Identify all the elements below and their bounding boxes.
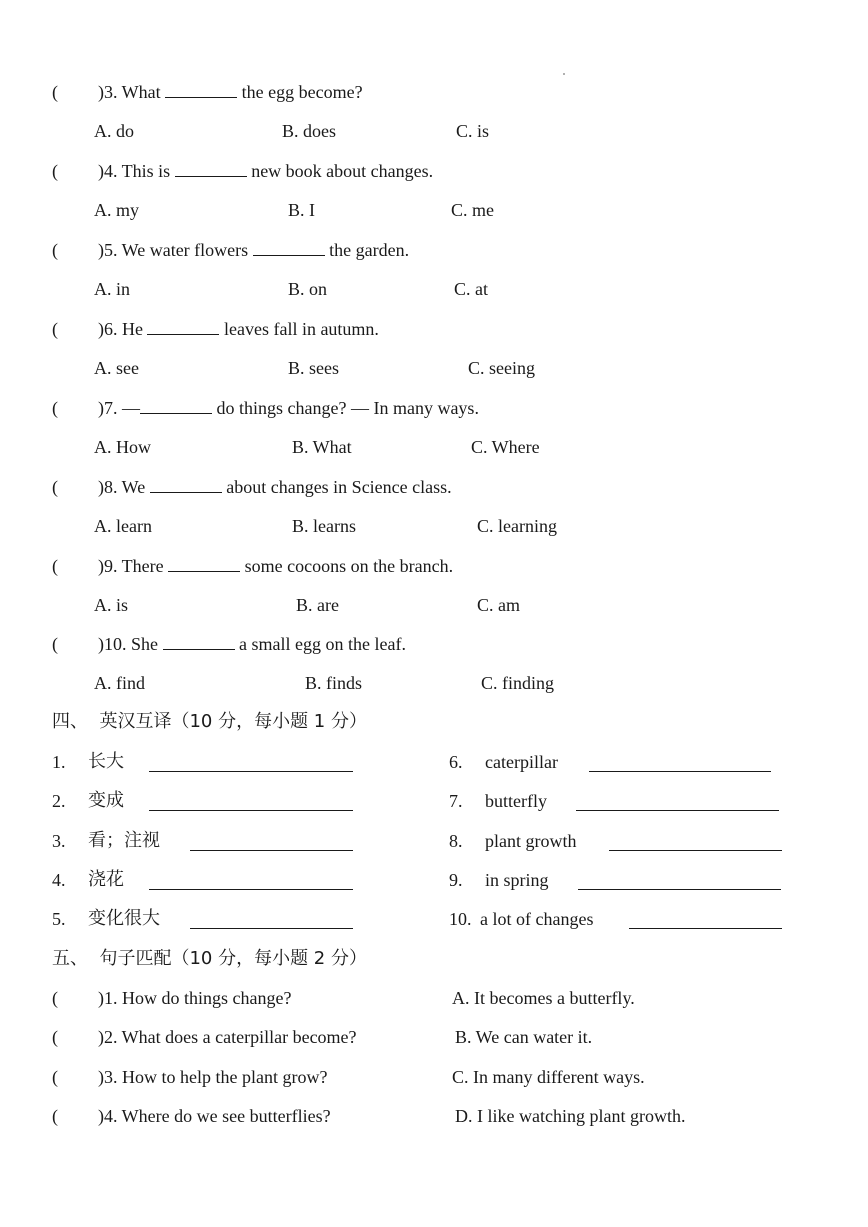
answer-paren[interactable]: ( — [52, 398, 58, 418]
fill-blank[interactable] — [253, 239, 325, 256]
answer-paren[interactable]: ( — [52, 556, 58, 576]
english-term: plant growth — [485, 831, 577, 851]
item-number: 5. — [52, 909, 66, 929]
item-number: 2. — [52, 791, 66, 811]
option-b: B. sees — [288, 358, 339, 378]
question-8: )8. We about changes in Science class. — [98, 477, 452, 497]
match-question: )2. What does a caterpillar become? — [98, 1027, 357, 1047]
chinese-term: 变成 — [88, 790, 124, 811]
answer-line[interactable] — [190, 850, 353, 851]
answer-line[interactable] — [609, 850, 782, 851]
fill-blank[interactable] — [175, 160, 247, 177]
item-number: 1. — [52, 752, 66, 772]
section-heading: 五、 句子匹配（10 分，每小题 2 分） — [52, 948, 367, 969]
option-c: C. learning — [477, 516, 557, 536]
answer-paren[interactable]: ( — [52, 634, 58, 654]
option-c: C. seeing — [468, 358, 535, 378]
match-answer: D. I like watching plant growth. — [455, 1106, 686, 1126]
question-7: )7. — do things change? — In many ways. — [98, 398, 479, 418]
answer-line[interactable] — [576, 810, 779, 811]
option-a: A. do — [94, 121, 134, 141]
chinese-term: 变化很大 — [88, 908, 160, 929]
match-question: )4. Where do we see butterflies? — [98, 1106, 331, 1126]
option-c: C. finding — [481, 673, 555, 693]
chinese-term: 浇花 — [88, 869, 124, 890]
question-5: )5. We water flowers the garden. — [98, 240, 410, 260]
section-heading: 四、 英汉互译（10 分，每小题 1 分） — [52, 711, 367, 732]
english-term: butterfly — [485, 791, 547, 811]
option-c: C. at — [454, 279, 488, 299]
option-c: C. am — [477, 595, 520, 615]
option-a: A. find — [94, 673, 145, 693]
answer-paren[interactable]: ( — [52, 1067, 58, 1087]
match-question: )3. How to help the plant grow? — [98, 1067, 328, 1087]
english-term: caterpillar — [485, 752, 558, 772]
question-9: )9. There some cocoons on the branch. — [98, 556, 454, 576]
item-number: 9. — [449, 870, 463, 890]
fill-blank[interactable] — [140, 397, 212, 414]
english-term: in spring — [485, 870, 549, 890]
option-a: A. is — [94, 595, 129, 615]
option-b: B. finds — [305, 673, 363, 693]
scan-speck — [563, 73, 565, 75]
item-number: 8. — [449, 831, 463, 851]
option-a: A. How — [94, 437, 151, 457]
option-a: A. my — [94, 200, 139, 220]
chinese-term: 长大 — [88, 751, 124, 772]
option-c: C. me — [451, 200, 494, 220]
item-number: 6. — [449, 752, 463, 772]
answer-paren[interactable]: ( — [52, 1027, 58, 1047]
match-answer: A. It becomes a butterfly. — [452, 988, 635, 1008]
question-4: )4. This is new book about changes. — [98, 161, 434, 181]
fill-blank[interactable] — [165, 81, 237, 98]
fill-blank[interactable] — [147, 318, 219, 335]
answer-line[interactable] — [149, 889, 353, 890]
answer-paren[interactable]: ( — [52, 240, 58, 260]
match-question: )1. How do things change? — [98, 988, 292, 1008]
answer-paren[interactable]: ( — [52, 82, 58, 102]
question-10: )10. She a small egg on the leaf. — [98, 634, 406, 654]
match-answer: B. We can water it. — [455, 1027, 593, 1047]
option-b: B. are — [296, 595, 339, 615]
answer-line[interactable] — [589, 771, 771, 772]
option-c: C. Where — [471, 437, 540, 457]
option-a: A. see — [94, 358, 139, 378]
answer-paren[interactable]: ( — [52, 319, 58, 339]
question-3: )3. What the egg become? — [98, 82, 363, 102]
answer-line[interactable] — [149, 810, 353, 811]
fill-blank[interactable] — [168, 555, 240, 572]
option-b: B. I — [288, 200, 315, 220]
fill-blank[interactable] — [150, 476, 222, 493]
answer-line[interactable] — [190, 928, 353, 929]
option-c: C. is — [456, 121, 490, 141]
option-b: B. What — [292, 437, 352, 457]
question-6: )6. He leaves fall in autumn. — [98, 319, 379, 339]
chinese-term: 看；注视 — [88, 830, 160, 851]
english-term: a lot of changes — [480, 909, 594, 929]
answer-paren[interactable]: ( — [52, 988, 58, 1008]
answer-line[interactable] — [149, 771, 353, 772]
item-number: 10. — [449, 909, 472, 929]
item-number: 7. — [449, 791, 463, 811]
answer-paren[interactable]: ( — [52, 161, 58, 181]
answer-paren[interactable]: ( — [52, 477, 58, 497]
option-b: B. learns — [292, 516, 356, 536]
answer-line[interactable] — [629, 928, 782, 929]
fill-blank[interactable] — [163, 633, 235, 650]
answer-paren[interactable]: ( — [52, 1106, 58, 1126]
option-b: B. does — [282, 121, 336, 141]
match-answer: C. In many different ways. — [452, 1067, 645, 1087]
item-number: 3. — [52, 831, 66, 851]
answer-line[interactable] — [578, 889, 781, 890]
option-a: A. in — [94, 279, 130, 299]
option-b: B. on — [288, 279, 328, 299]
option-a: A. learn — [94, 516, 152, 536]
item-number: 4. — [52, 870, 66, 890]
